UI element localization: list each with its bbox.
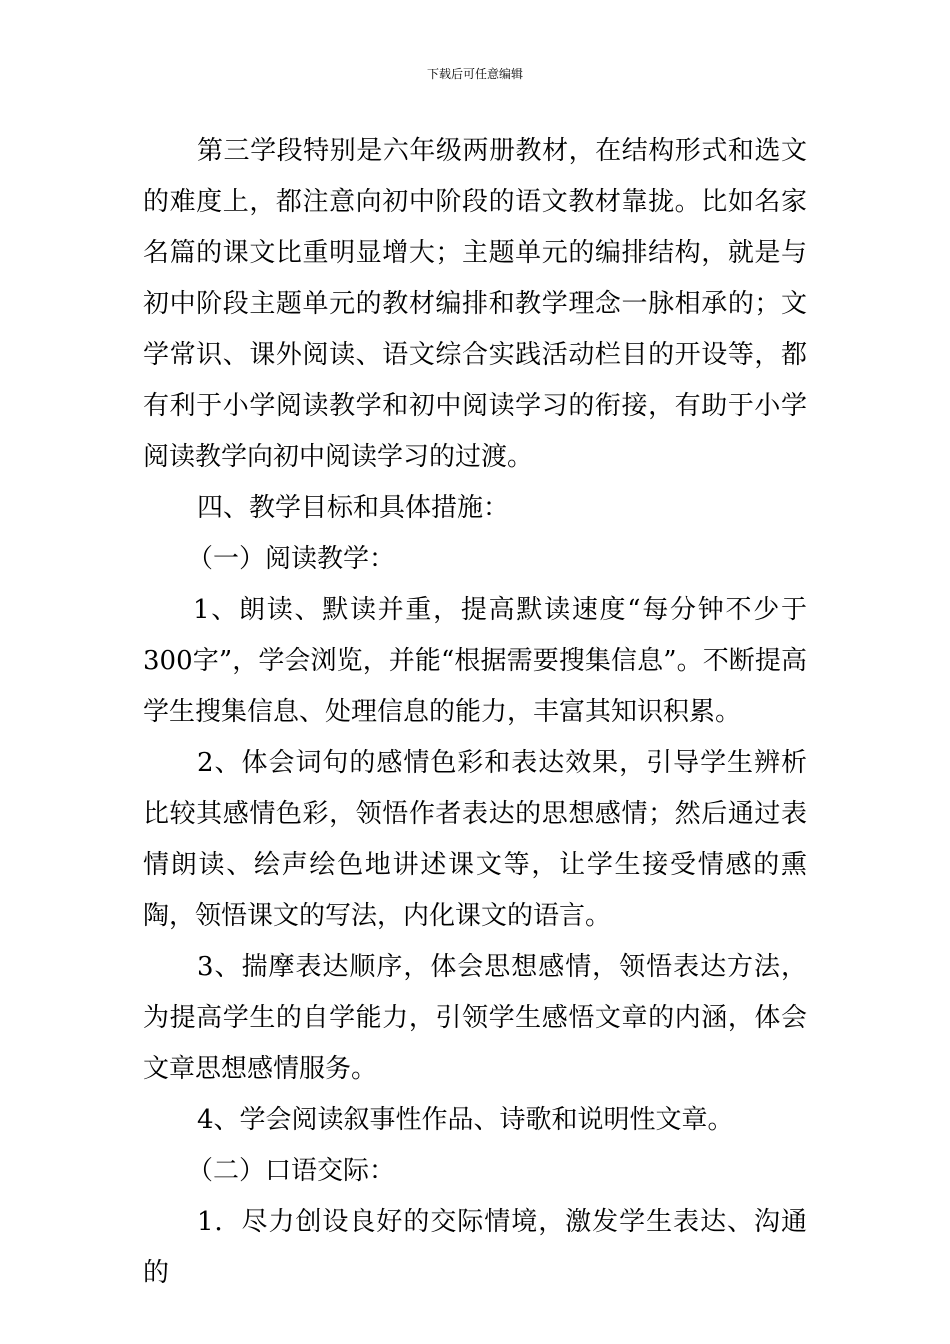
page-header-note: 下载后可任意编辑 bbox=[426, 67, 523, 81]
list-item-reading-4: 4、学会阅读叙事性作品、诗歌和说明性文章。 bbox=[197, 1105, 734, 1135]
paragraph-textbook-structure: 第三学段特别是六年级两册教材，在结构形式和选文的难度上，都注意向初中阶段的语文教材靠拢。比如名家名篇的课文比重明显增大；主题单元的编排结构，就是与初中阶段主题单元的教材编排和教学理念一脉相承的；文学常识、课外阅读、语文综合实践活动栏目的开设等，都有利于小学阅读教学和初中阅读学习的衔接，有助于小学阅读教学向初中阅读学习的过渡。 bbox=[143, 136, 807, 472]
list-item-oral-1: 1．尽力创设良好的交际情境，激发学生表达、沟通的 bbox=[143, 1207, 807, 1288]
list-item-reading-3: 3、揣摩表达顺序，体会思想感情，领悟表达方法，为提高学生的自学能力，引领学生感悟文章的内涵，体会文章思想感情服务。 bbox=[143, 952, 807, 1084]
document-body bbox=[143, 126, 807, 1299]
subsection-heading-reading: （一）阅读教学： bbox=[187, 544, 396, 574]
subsection-heading-oral: （二）口语交际： bbox=[187, 1156, 396, 1186]
section-heading-goals: 四、教学目标和具体措施： bbox=[197, 493, 510, 523]
list-item-reading-2: 2、体会词句的感情色彩和表达效果，引导学生辨析比较其感情色彩，领悟作者表达的思想感情；然后通过表情朗读、绘声绘色地讲述课文等，让学生接受情感的熏陶，领悟课文的写法，内化课文的语言。 bbox=[143, 748, 807, 931]
list-item-reading-1: 1、朗读、默读并重，提高默读速度“每分钟不少于300字”，学会浏览，并能“根据需要搜集信息”。不断提高学生搜集信息、处理信息的能力，丰富其知识积累。 bbox=[143, 595, 807, 727]
